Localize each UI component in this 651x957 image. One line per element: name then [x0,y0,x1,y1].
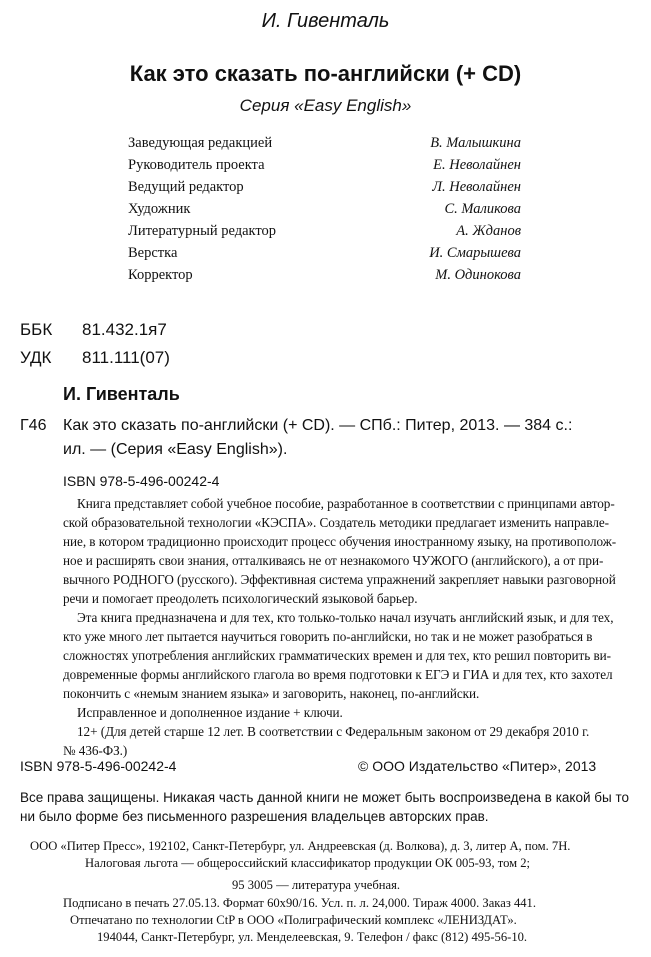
annotation-line: довременные формы английского глагола во время подготовки к ЕГЭ и ГИА и для тех, кто захотел [63,667,613,682]
annotation-line: № 436-ФЗ.) [63,743,128,758]
annotation-line: ние, в котором традиционно происходит процесс обучения иностранному языку, на противополож- [63,534,617,549]
credit-role: Ведущий редактор [128,179,244,195]
annotation-line: кто уже много лет пытается научиться говорить по-английски, но так и не может разобраться в [63,629,593,644]
credit-role: Верстка [128,245,178,261]
annotation-line: сложностях употребления английских грамматических времен и для тех, кто решил повторить ви- [63,648,611,663]
imprint-line: Подписано в печать 27.05.13. Формат 60х90/16. Усл. п. л. 24,000. Тираж 4000. Заказ 441. [63,896,536,910]
annotation-line: ное и расширять свои знания, отталкиваясь не от незнакомого ЧУЖОГО (английского), а от при- [63,553,604,568]
imprint-line: 194044, Санкт-Петербург, ул. Менделеевская, 9. Телефон / факс (812) 495-56-10. [97,930,528,944]
imprint-line: Налоговая льгота — общероссийский классификатор продукции ОК 005-93, том 2; [85,856,531,870]
copyright-notice: © ООО Издательство «Питер», 2013 [358,758,597,774]
annotation-line: речи и помогает преодолеть психологический языковой барьер. [63,591,418,606]
annotation-line: ской образовательной технологии «КЭСПА». Создатель методики предлагает изменить направле- [63,515,609,530]
imprint-line: 95 3005 — литература учебная. [232,878,401,892]
credit-name: Е. Неволайнен [433,157,521,173]
credit-name: А. Жданов [456,223,521,239]
udk-code [20,348,170,368]
annotation-line: вычного РОДНОГО (русского). Эффективная система упражнений закрепляет навыки разговорной [63,572,616,587]
rights-line: ни было форме без письменного разрешения владельцев авторских прав. [20,809,489,824]
credit-name: М. Одинокова [435,267,521,283]
credit-name: В. Малышкина [430,135,521,151]
catalog-entry-line: Как это сказать по-английски (+ CD). — СПб.: Питер, 2013. — 384 с.: [63,417,573,434]
bbk-label: ББК [20,320,53,339]
annotation-line: Книга представляет собой учебное пособие, разработанное в соответствии с принципами автор- [77,496,615,511]
catalog-isbn: ISBN 978-5-496-00242-4 [63,473,220,489]
imprint-line: ООО «Питер Пресс», 192102, Санкт-Петербург, ул. Андреевская (д. Волкова), д. 3, литер А, пом. 7Н. [30,839,571,853]
annotation-line: покончить с «немым знанием языка» и заговорить, наконец, по-английски. [63,686,480,701]
catalog-author: И. Гивенталь [63,384,180,404]
credit-name: С. Маликова [444,201,521,217]
imprint-line: Отпечатано по технологии CtP в ООО «Полиграфический комплекс «ЛЕНИЗДАТ». [70,913,517,927]
credit-role: Руководитель проекта [128,157,265,173]
credit-role: Заведующая редакцией [128,135,273,151]
author-heading: И. Гивенталь [261,10,390,32]
footer-isbn: ISBN 978-5-496-00242-4 [20,758,177,774]
series-line: Серия «Easy English» [239,96,412,115]
book-title: Как это сказать по-английски (+ CD) [129,61,522,86]
annotation-line: Исправленное и дополненное издание + ключи. [77,705,343,720]
bbk-code [20,320,167,340]
udk-value: 811.111(07) [82,348,170,367]
annotation-line: Эта книга предназначена и для тех, кто только-только начал изучать английский язык, и для тех, [77,610,614,625]
credit-role: Литературный редактор [128,223,277,239]
udk-label: УДК [20,348,52,367]
credit-role: Корректор [128,267,193,283]
credit-role: Художник [128,201,191,217]
annotation-line: 12+ (Для детей старше 12 лет. В соответствии с Федеральным законом от 29 декабря 2010 г. [77,724,590,739]
credit-name: И. Смарышева [429,245,521,261]
catalog-entry-line: ил. — (Серия «Easy English»). [63,441,288,458]
author-mark-code: Г46 [20,417,47,434]
rights-line: Все права защищены. Никакая часть данной книги не может быть воспроизведена в какой бы то [20,790,629,805]
bbk-value: 81.432.1я7 [82,320,167,339]
credit-name: Л. Неволайнен [432,179,521,195]
